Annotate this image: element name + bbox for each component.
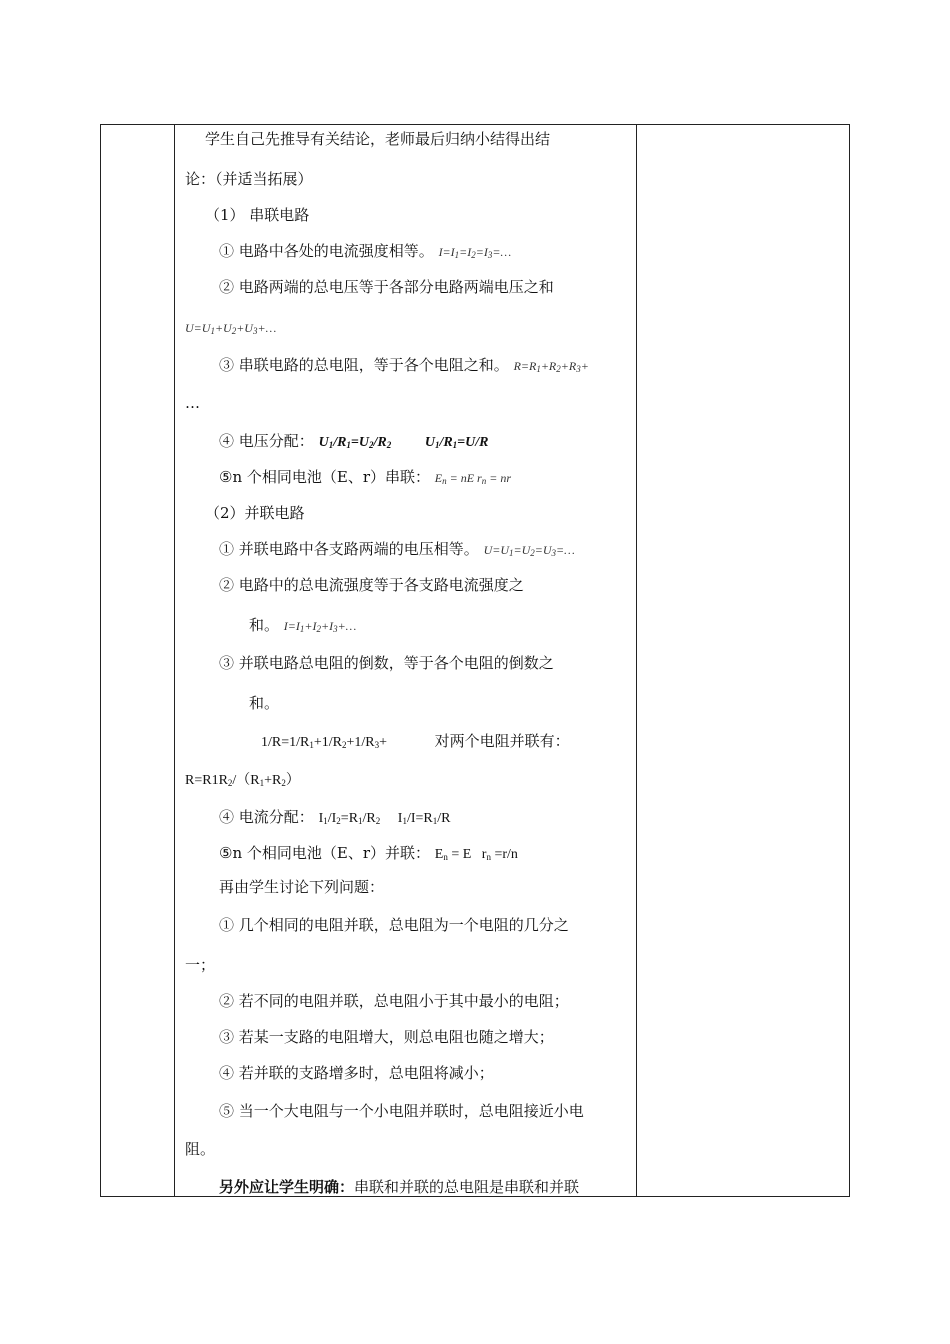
intro-line-1: 学生自己先推导有关结论，老师最后归纳小结得出结: [205, 130, 551, 148]
parallel-heading: （2）并联电路: [205, 504, 305, 522]
discussion-intro: 再由学生讨论下列问题：: [219, 878, 385, 896]
closing-emphasis: 另外应让学生明确：: [219, 1178, 355, 1196]
formula-parallel-battery: $E_n = E$ $r_n =r/n$: [434, 847, 518, 862]
formula-current-equal: $I=I_1=I_2=I_3=\dots$: [438, 245, 512, 260]
parallel-item-2-cont: 和。 $I=I_1+I_2+I_3+\dots$: [249, 616, 357, 634]
series-item-4: ④ 电压分配： $U_1/R_1=U_2/R_2$ $U_1/R_1=U/R$: [219, 432, 489, 450]
series-item-5: ⑤n 个相同电池（E、r）串联： $E_n$ = nE $r_n$ = nr: [219, 468, 512, 486]
discussion-q4: ④ 若并联的支路增多时，总电阻将减小；: [219, 1064, 494, 1082]
parallel-item-3: ③ 并联电路总电阻的倒数，等于各个电阻的倒数之: [219, 654, 554, 672]
formula-reciprocal-sum-line: $1/R=1/R_1+1/R_2+1/R_3+$ 对两个电阻并联有：: [261, 732, 570, 750]
series-item-2: ② 电路两端的总电压等于各部分电路两端电压之和: [219, 278, 554, 296]
parallel-item-1: ① 并联电路中各支路两端的电压相等。 $U=U_1=U_2=U_3=\dots$: [219, 540, 575, 558]
parallel-item-5: ⑤n 个相同电池（E、r）并联： $E_n = E$ $r_n =r/n$: [219, 844, 518, 862]
discussion-q5-cont: 阻。: [185, 1140, 216, 1158]
intro-line-2: 论：（并适当拓展）: [185, 170, 313, 188]
formula-voltage-divider-2: $U_1/R_1=U/R$: [424, 435, 489, 450]
formula-series-battery: $E_n$ = nE $r_n$ = nr: [434, 471, 512, 486]
formula-reciprocal-sum: $1/R=1/R_1+1/R_2+1/R_3+$: [261, 735, 388, 750]
content-cell: [175, 125, 635, 1196]
series-item-3-cont: …: [185, 394, 200, 412]
discussion-q1: ① 几个相同的电阻并联，总电阻为一个电阻的几分之: [219, 916, 569, 934]
closing-line: 另外应让学生明确：串联和并联的总电阻是串联和并联: [219, 1178, 580, 1196]
formula-current-divider: $I_1/I_2=R_1/R_2$ $I_1/I=R_1/R$: [318, 811, 451, 826]
formula-current-sum: $I=I_1+I_2+I_3+\dots$: [283, 619, 357, 634]
parallel-item-4: ④ 电流分配： $I_1/I_2=R_1/R_2$ $I_1/I=R_1/R$: [219, 808, 451, 826]
parallel-item-3-cont: 和。: [249, 694, 280, 712]
formula-voltage-equal: $U=U_1=U_2=U_3=\dots$: [483, 543, 575, 558]
discussion-q3: ③ 若某一支路的电阻增大，则总电阻也随之增大；: [219, 1028, 554, 1046]
series-heading: （1） 串联电路: [205, 206, 310, 224]
discussion-q5: ⑤ 当一个大电阻与一个小电阻并联时，总电阻接近小电: [219, 1102, 584, 1120]
column-divider-right: [636, 125, 637, 1196]
discussion-q2: ② 若不同的电阻并联，总电阻小于其中最小的电阻；: [219, 992, 569, 1010]
series-item-1: ① 电路中各处的电流强度相等。 $I=I_1=I_2=I_3=\dots$: [219, 242, 512, 260]
formula-voltage-sum: $U=U_1+U_2+U_3+\dots$: [185, 321, 277, 336]
formula-two-parallel: $R=R1R_2/(R_1+R_2)$: [185, 773, 300, 788]
formula-resistance-sum: $R=R_1+R_2+R_3+$: [513, 359, 589, 374]
formula-voltage-divider-1: $U_1/R_1=U_2/R_2$: [318, 435, 392, 450]
parallel-item-2: ② 电路中的总电流强度等于各支路电流强度之: [219, 576, 524, 594]
discussion-q1-cont: 一；: [185, 956, 216, 974]
series-item-3: ③ 串联电路的总电阻，等于各个电阻之和。 $R=R_1+R_2+R_3+$: [219, 356, 589, 374]
lesson-table: [100, 124, 850, 1197]
